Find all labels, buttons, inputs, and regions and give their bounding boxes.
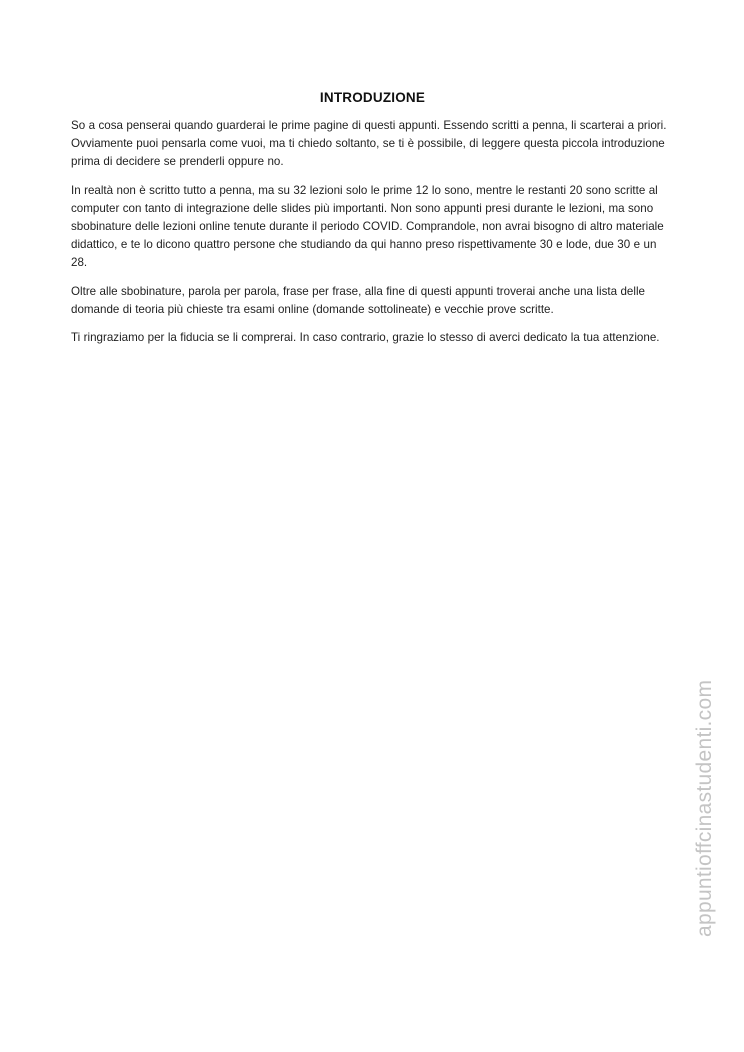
paragraph-3: Oltre alle sbobinature, parola per parola, frase per frase, alla fine di questi appunti troverai anche una lista delle domande di teoria più chieste tra esami online (domande sottolineate) e vecchie prove scritte.: [71, 284, 645, 316]
document-body: [71, 90, 674, 357]
paragraph-2: In realtà non è scritto tutto a penna, ma su 32 lezioni solo le prime 12 lo sono, mentre le restanti 20 sono scritte al computer con tanto di integrazione delle slides più importanti. Non sono appunti presi durante le lezioni, ma sono sbobinature delle lezioni online tenute durante il periodo COVID. Comprandole, non avrai bisogno di altro materiale didattico, e te lo dicono quattro persone che studiando da qui hanno preso rispettivamente 30 e lode, due 30 e un 28.: [71, 183, 664, 270]
watermark-text: appuntioffcinastudenti.com: [693, 679, 716, 937]
paragraph-1: So a cosa penserai quando guarderai le prime pagine di questi appunti. Essendo scritti a penna, li scarterai a priori. Ovviamente puoi pensarla come vuoi, ma ti chiedo soltanto, se ti è possibile, di leggere questa piccola introduzione prima di decidere se prenderli oppure no.: [71, 119, 667, 169]
page-title: INTRODUZIONE: [319, 90, 426, 105]
paragraph-4: Ti ringraziamo per la fiducia se li comprerai. In caso contrario, grazie lo stesso di averci dedicato la tua attenzione.: [71, 331, 660, 345]
